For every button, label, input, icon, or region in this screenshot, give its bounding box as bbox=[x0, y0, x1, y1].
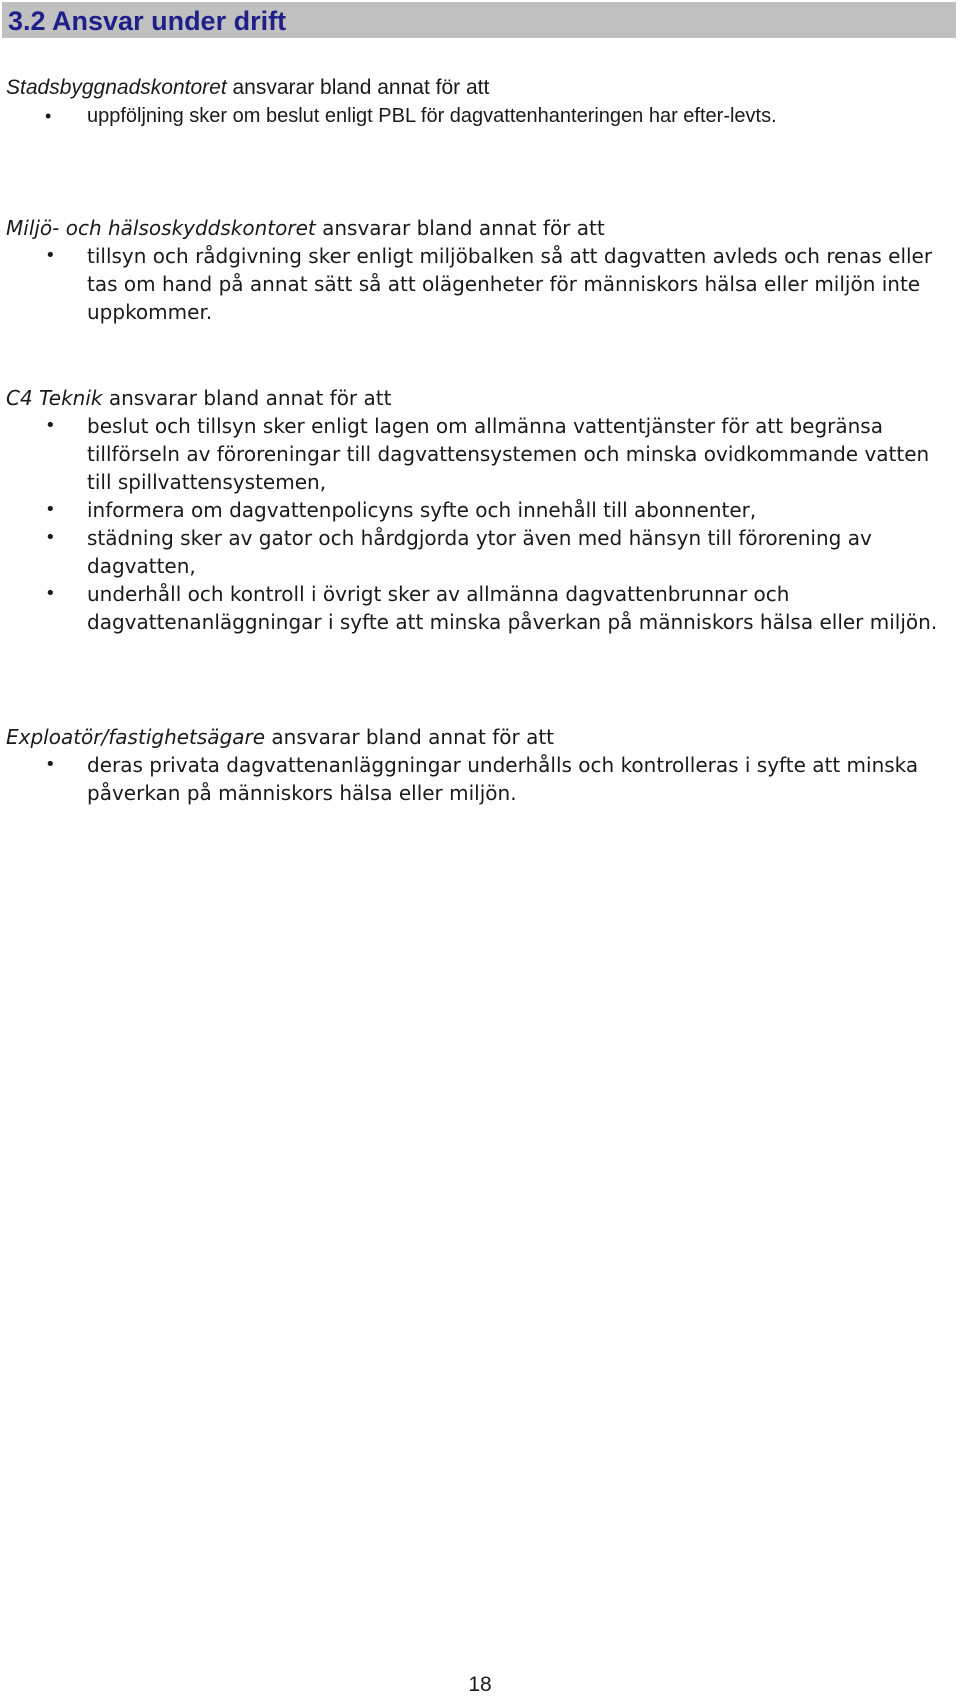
responsibility-list bbox=[6, 751, 946, 807]
intro-text: ansvarar bland annat för att bbox=[265, 725, 555, 749]
intro-text: ansvarar bland annat för att bbox=[102, 386, 392, 410]
list-item bbox=[6, 242, 946, 326]
bullet-icon: • bbox=[45, 583, 56, 604]
list-item bbox=[6, 580, 946, 636]
entity-name: C4 Teknik bbox=[6, 386, 103, 410]
list-item bbox=[6, 412, 946, 496]
list-item-text: städning sker av gator och hårdgjorda ytor även med hänsyn till förorening av dagvatten, bbox=[87, 526, 872, 578]
section-intro bbox=[6, 723, 946, 751]
bullet-icon: • bbox=[45, 754, 56, 775]
responsibility-section-miljo bbox=[6, 214, 946, 326]
list-item bbox=[6, 751, 946, 807]
section-intro bbox=[6, 214, 946, 242]
section-intro bbox=[6, 384, 946, 412]
entity-name: Exploatör/fastighetsägare bbox=[6, 725, 266, 749]
list-item bbox=[6, 524, 946, 580]
section-intro bbox=[6, 74, 946, 102]
list-item-text: uppföljning sker om beslut enligt PBL för dagvattenhanteringen har efter-levts. bbox=[87, 105, 777, 127]
responsibility-list bbox=[6, 242, 946, 326]
list-item-text: underhåll och kontroll i övrigt sker av allmänna dagvattenbrunnar och dagvattenanläggningar i syfte att minska påverkan på människors hälsa eller miljön. bbox=[87, 582, 938, 634]
bullet-icon: • bbox=[45, 527, 56, 548]
bullet-icon: • bbox=[45, 499, 56, 520]
entity-name: Stadsbyggnadskontoret bbox=[6, 76, 227, 99]
responsibility-section-stadsbyggnadskontoret bbox=[6, 74, 946, 130]
section-heading: 3.2 Ansvar under drift bbox=[8, 6, 287, 36]
intro-text: ansvarar bland annat för att bbox=[315, 216, 605, 240]
section-heading-bar bbox=[2, 2, 956, 38]
bullet-icon: • bbox=[45, 106, 52, 126]
responsibility-section-c4-teknik bbox=[6, 384, 946, 636]
list-item-text: tillsyn och rådgivning sker enligt miljöbalken så att dagvatten avleds och renas eller tas om hand på annat sätt så att olägenheter för människors hälsa eller miljön inte uppkommer. bbox=[87, 244, 933, 324]
responsibility-list bbox=[6, 412, 946, 636]
entity-name: Miljö- och hälsoskyddskontoret bbox=[6, 216, 316, 240]
responsibility-section-exploator bbox=[6, 723, 946, 807]
list-item-text: beslut och tillsyn sker enligt lagen om allmänna vattentjänster för att begränsa tillförseln av föroreningar till dagvattensystemen och minska ovidkommande vatten till spillvattensystemen, bbox=[87, 414, 930, 494]
list-item bbox=[6, 102, 946, 130]
intro-text: ansvarar bland annat för att bbox=[226, 76, 490, 99]
bullet-icon: • bbox=[45, 245, 56, 266]
list-item-text: informera om dagvattenpolicyns syfte och innehåll till abonnenter, bbox=[87, 498, 757, 522]
bullet-icon: • bbox=[45, 415, 56, 436]
responsibility-list bbox=[6, 102, 946, 130]
page-number: 18 bbox=[468, 1673, 492, 1696]
list-item bbox=[6, 496, 946, 524]
list-item-text: deras privata dagvattenanläggningar underhålls och kontrolleras i syfte att minska påverkan på människors hälsa eller miljön. bbox=[87, 753, 919, 805]
